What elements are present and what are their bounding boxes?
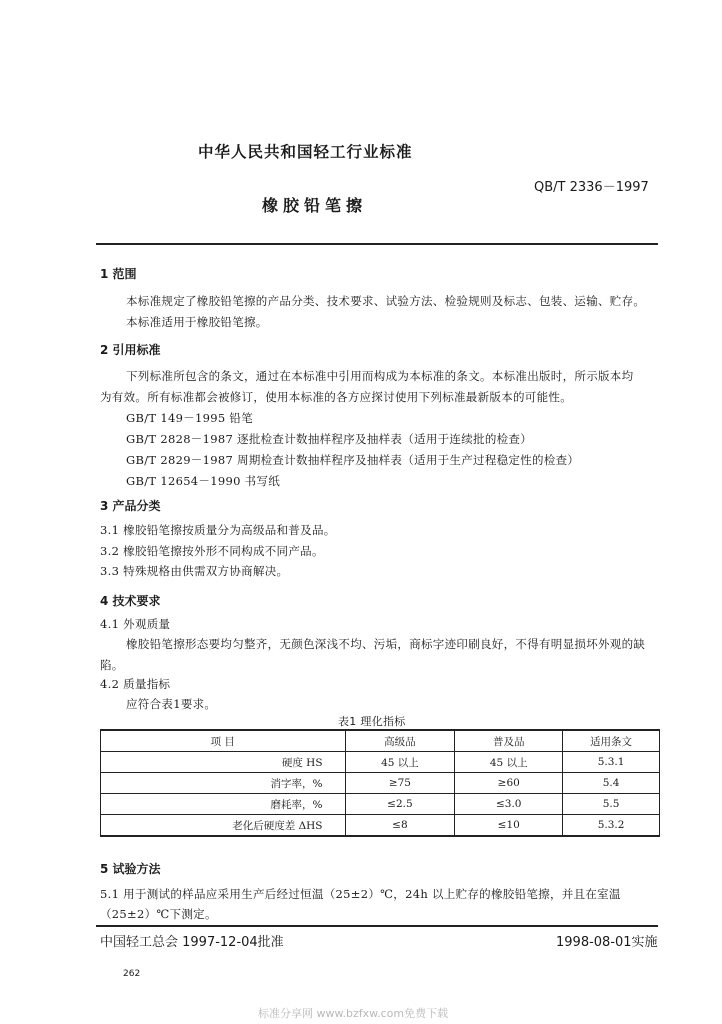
table-cell: ≤10 — [455, 815, 563, 837]
table-row — [101, 815, 660, 837]
table-cell: ≤8 — [345, 815, 455, 837]
table-cell: ≤2.5 — [345, 794, 455, 815]
section-4-2-paragraph: 应符合表1要求。 — [126, 697, 217, 711]
table-cell: 硬度 HS — [101, 752, 346, 773]
section-2-paragraph-line-2: 为有效。所有标准都会被修订，使用本标准的各方应探讨使用下列标准最新版本的可能性。 — [100, 390, 572, 404]
table-row — [101, 794, 660, 815]
section-2-paragraph-line-1: 下列标准所包含的条文，通过在本标准中引用而构成为本标准的条文。本标准出版时，所示版本均 — [126, 369, 634, 383]
table-header-row — [101, 730, 660, 752]
section-3-item: 3.1 橡胶铅笔擦按质量分为高级品和普及品。 — [100, 523, 336, 537]
issuer-title: 中华人民共和国轻工行业标准 — [198, 143, 413, 161]
section-4-1-paragraph-line-2: 陷。 — [100, 658, 124, 672]
table-row — [101, 752, 660, 773]
approval-line: 中国轻工总会 1997-12-04批准 — [100, 935, 284, 950]
section-4-2-heading: 4.2 质量指标 — [100, 677, 171, 691]
header-rule — [96, 243, 658, 245]
page-number: 262 — [123, 969, 141, 979]
section-4-heading: 4 技术要求 — [100, 594, 161, 608]
reference-item: GB/T 12654－1990 书写纸 — [126, 474, 281, 488]
spec-table — [100, 729, 660, 837]
section-3-item: 3.3 特殊规格由供需双方协商解决。 — [100, 564, 289, 578]
reference-item: GB/T 2828－1987 逐批检查计数抽样程序及抽样表（适用于连续批的检查） — [126, 432, 533, 446]
table-cell: 5.5 — [563, 794, 660, 815]
section-4-1-paragraph-line-1: 橡胶铅笔擦形态要均匀整齐，无颜色深浅不均、污垢，商标字迹印刷良好，不得有明显损坏外观的缺 — [126, 637, 646, 651]
reference-item: GB/T 2829－1987 周期检查计数抽样程序及抽样表（适用于生产过程稳定性的检查） — [126, 453, 580, 467]
table-cell: ≥60 — [455, 773, 563, 794]
section-5-paragraph-line-2: （25±2）℃下测定。 — [100, 907, 217, 921]
section-1-paragraph-1: 本标准规定了橡胶铅笔擦的产品分类、技术要求、试验方法、检验规则及标志、包装、运输、贮存。 — [126, 294, 646, 308]
section-1-paragraph-2: 本标准适用于橡胶铅笔擦。 — [126, 315, 268, 329]
table-cell: ≤3.0 — [455, 794, 563, 815]
table-header-cell: 高级品 — [345, 730, 455, 752]
table-cell: ≥75 — [345, 773, 455, 794]
table-caption: 表1 理化指标 — [338, 715, 406, 728]
document-title: 橡胶铅笔擦 — [262, 196, 368, 215]
table-cell: 老化后硬度差 ΔHS — [101, 815, 346, 837]
table-cell: 5.3.2 — [563, 815, 660, 837]
table-cell: 45 以上 — [455, 752, 563, 773]
section-3-item: 3.2 橡胶铅笔擦按外形不同构成不同产品。 — [100, 544, 324, 558]
table-cell: 磨耗率，% — [101, 794, 346, 815]
table-header-cell: 适用条文 — [563, 730, 660, 752]
table-cell: 5.3.1 — [563, 752, 660, 773]
footer-rule — [96, 925, 658, 927]
reference-item: GB/T 149－1995 铅笔 — [126, 411, 254, 425]
table-row — [101, 773, 660, 794]
table-cell: 5.4 — [563, 773, 660, 794]
section-1-heading: 1 范围 — [100, 267, 137, 281]
section-4-1-heading: 4.1 外观质量 — [100, 617, 171, 631]
implementation-date: 1998-08-01实施 — [556, 935, 658, 950]
table-cell: 消字率，% — [101, 773, 346, 794]
table-header-cell: 普及品 — [455, 730, 563, 752]
table-header-cell: 项 目 — [101, 730, 346, 752]
watermark-text: 标准分享网 www.bzfxw.com免费下载 — [258, 1007, 449, 1020]
section-3-heading: 3 产品分类 — [100, 499, 161, 513]
table-cell: 45 以上 — [345, 752, 455, 773]
section-5-paragraph-line-1: 5.1 用于测试的样品应采用生产后经过恒温（25±2）℃，24h 以上贮存的橡胶铅笔擦，并且在室温 — [100, 887, 621, 901]
standard-code: QB/T 2336－1997 — [534, 180, 649, 195]
section-5-heading: 5 试验方法 — [100, 862, 161, 876]
section-2-heading: 2 引用标准 — [100, 343, 161, 357]
